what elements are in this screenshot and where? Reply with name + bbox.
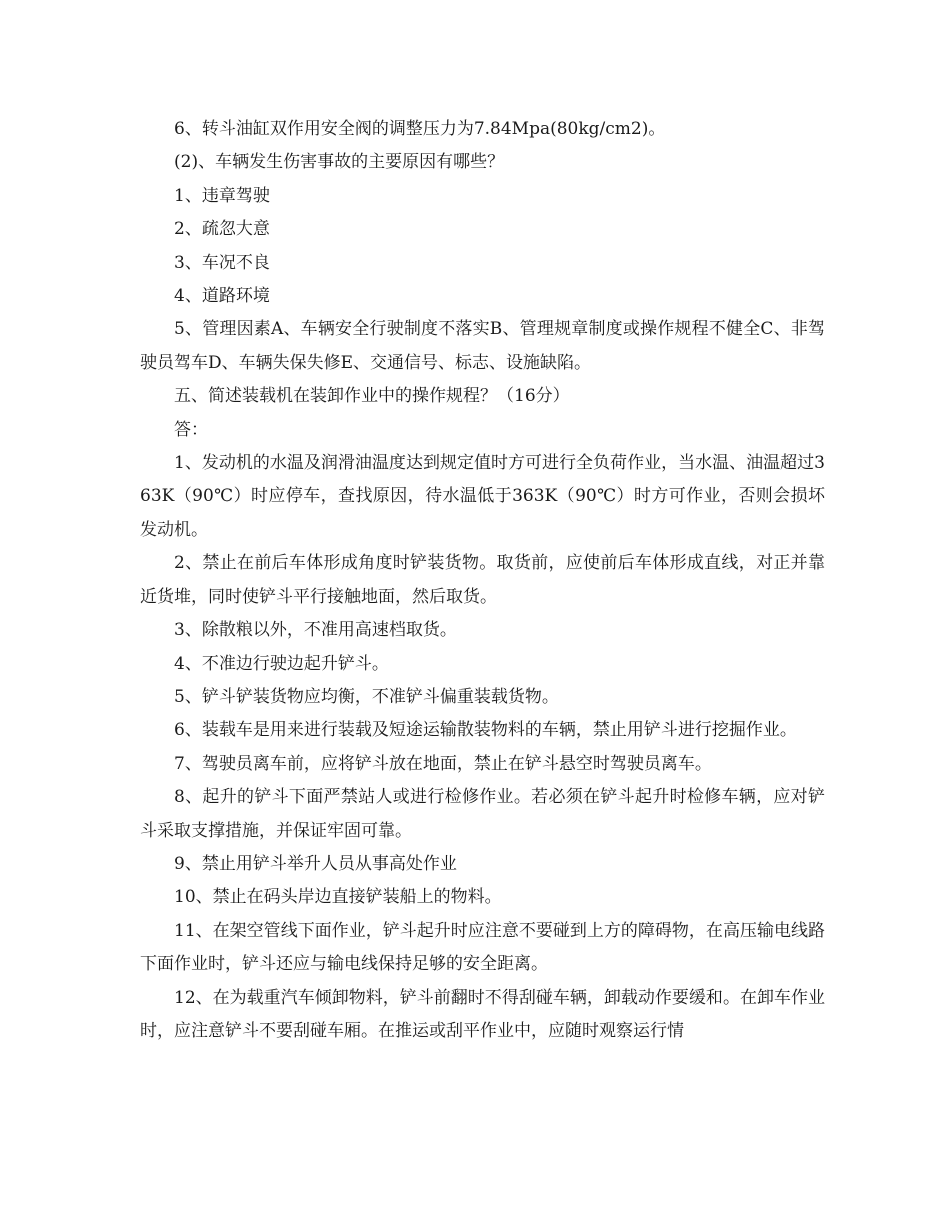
paragraph: 4、不准边行驶边起升铲斗。: [174, 653, 389, 674]
paragraph: 7、驾驶员离车前，应将铲斗放在地面，禁止在铲斗悬空时驾驶员离车。: [174, 753, 712, 774]
paragraph: 8、起升的铲斗下面严禁站人或进行检修作业。若必须在铲斗起升时检修车辆，应对铲斗采取支撑措施，并保证牢固可靠。: [140, 787, 825, 841]
paragraph: 12、在为载重汽车倾卸物料，铲斗前翻时不得刮碰车辆，卸载动作要缓和。在卸车作业时，应注意铲斗不要刮碰车厢。在推运或刮平作业中，应随时观察运行情: [140, 987, 825, 1041]
paragraph: 10、禁止在码头岸边直接铲装船上的物料。: [174, 887, 502, 908]
paragraph: 2、禁止在前后车体形成角度时铲装货物。取货前，应使前后车体形成直线，对正并靠近货堆，同时使铲斗平行接触地面，然后取货。: [140, 553, 825, 607]
paragraph: 5、铲斗铲装货物应均衡，不准铲斗偏重装载货物。: [174, 686, 559, 707]
answer-label: 答：: [174, 419, 208, 440]
paragraph: 11、在架空管线下面作业，铲斗起升时应注意不要碰到上方的障碍物，在高压输电线路下面作业时，铲斗还应与输电线保持足够的安全距离。: [140, 920, 825, 975]
paragraph: (2)、车辆发生伤害事故的主要原因有哪些？: [174, 152, 505, 173]
paragraph: 4、道路环境: [174, 286, 270, 307]
paragraph: 6、装载车是用来进行装载及短途运输散装物料的车辆，禁止用铲斗进行挖掘作业。: [174, 720, 797, 741]
paragraph: 3、除散粮以外，不准用高速档取货。: [174, 620, 457, 641]
paragraph: 6、转斗油缸双作用安全阀的调整压力为7.84Mpa(80kg/cm2)。: [174, 119, 666, 139]
paragraph: 1、发动机的水温及润滑油温度达到规定值时方可进行全负荷作业，当水温、油温超过363K（90℃）时应停车，查找原因，待水温低于363K（90℃）时方可作业，否则会损坏发动机。: [140, 453, 825, 540]
paragraph: 3、车况不良: [174, 252, 270, 273]
paragraph: 2、疏忽大意: [174, 219, 270, 240]
document-body: [140, 113, 825, 1048]
paragraph: 5、管理因素A、车辆安全行驶制度不落实B、管理规章制度或操作规程不健全C、非驾驶员驾车D、车辆失保失修E、交通信号、标志、设施缺陷。: [140, 319, 825, 373]
section-heading: 五、简述装载机在装卸作业中的操作规程？（16分）: [174, 386, 570, 407]
paragraph: 1、违章驾驶: [174, 185, 270, 206]
paragraph: 9、禁止用铲斗举升人员从事高处作业: [174, 853, 457, 874]
